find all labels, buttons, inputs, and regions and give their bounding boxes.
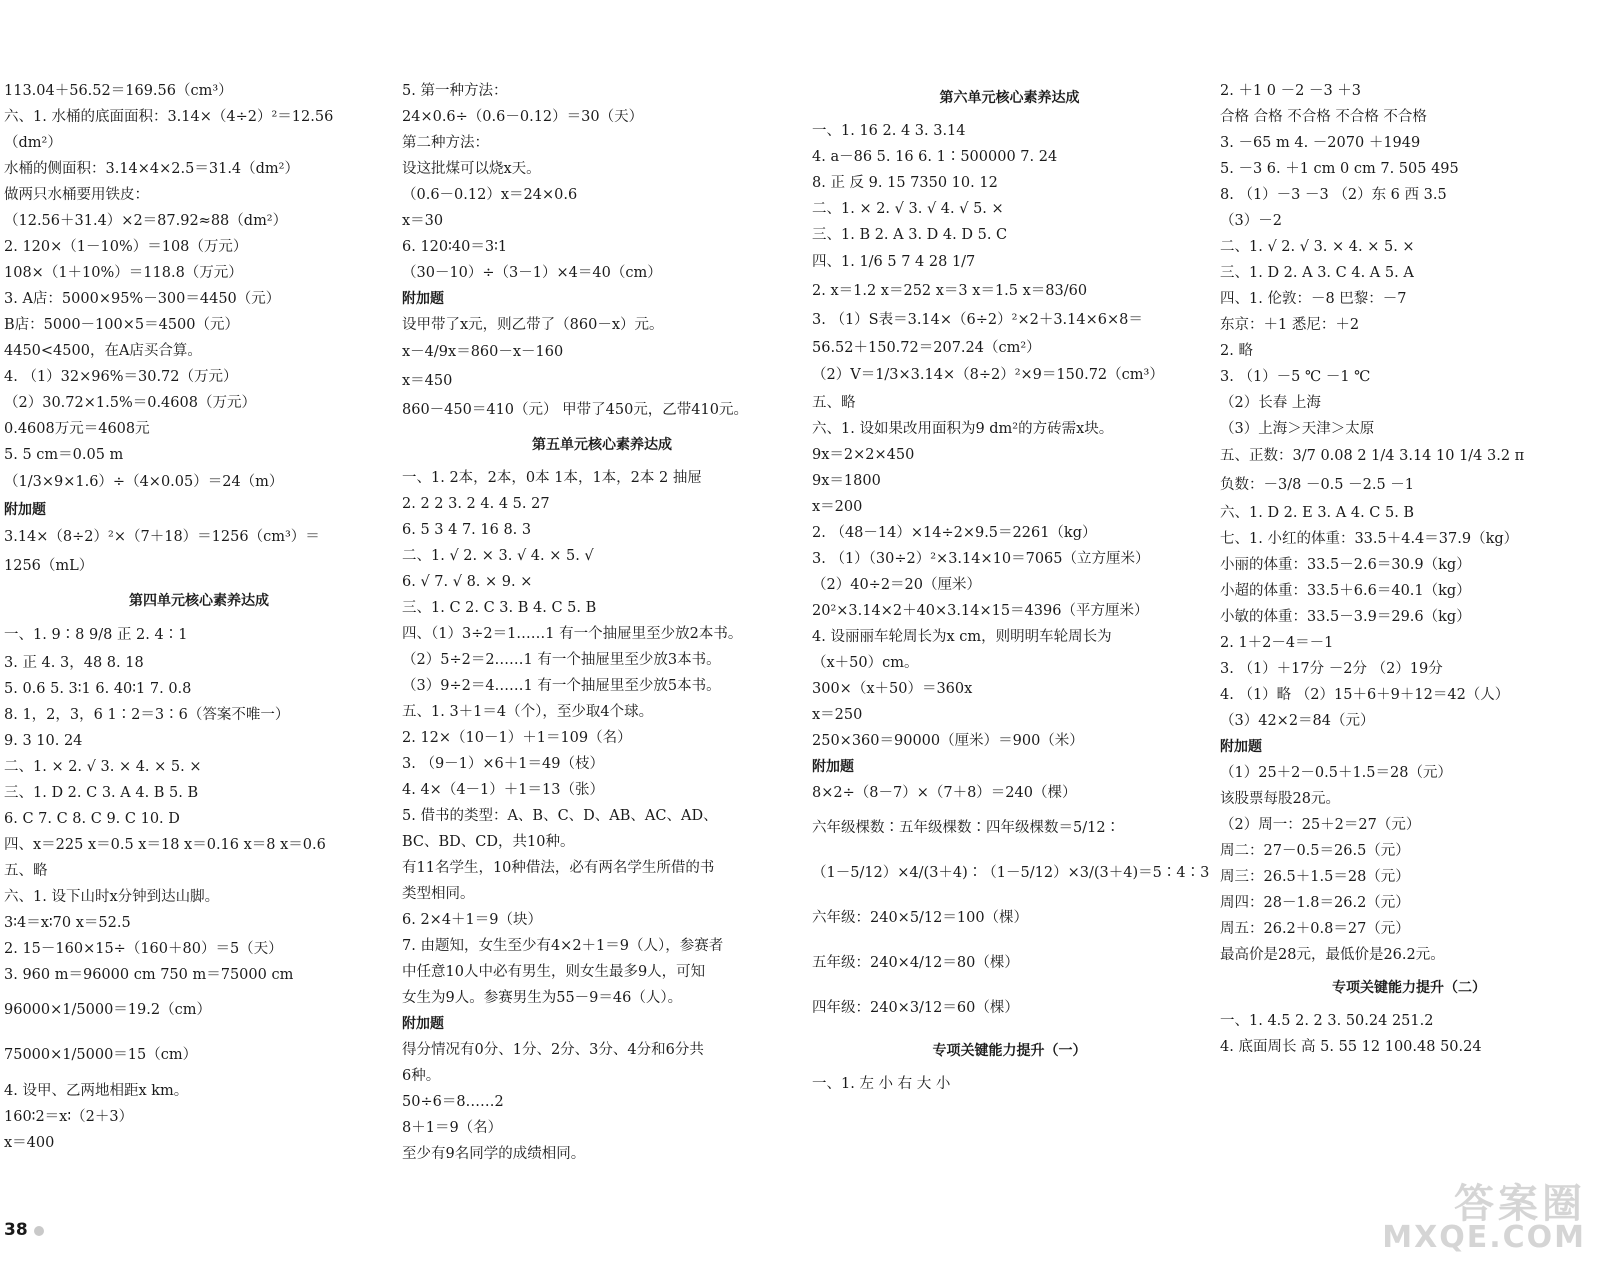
- answer-line: 五年级：240×4/12＝80（棵）: [812, 955, 1019, 971]
- answer-line: 五、略: [812, 395, 856, 411]
- answer-line: （30－10）÷（3－1）×4＝40（cm）: [402, 265, 662, 281]
- answer-line: 小敏的体重：33.5－3.9＝29.6（kg）: [1220, 609, 1471, 625]
- answer-line: 6种。: [402, 1068, 441, 1084]
- answer-line: （1－5/12）×4/(3＋4)∶（1－5/12）×3/(3＋4)＝5∶4∶3: [812, 865, 1210, 881]
- answer-line: 96000×1/5000＝19.2（cm）: [4, 1002, 211, 1018]
- answer-line: 6. 5 3 4 7. 16 8. 3: [402, 522, 532, 538]
- answer-line: 设甲带了x元，则乙带了（860－x）元。: [402, 317, 664, 333]
- watermark-text-top: 答案圈: [1454, 1181, 1586, 1227]
- answer-line: 3. （1）S表＝3.14×（6÷2）²×2＋3.14×6×8＝: [812, 312, 1143, 328]
- answer-line: 中任意10人中必有男生，则女生最多9人，可知: [402, 964, 706, 980]
- answer-line: 3. （1）＋17分 －2分 （2）19分: [1220, 661, 1443, 677]
- answer-line: 六、1. 水桶的底面面积：3.14×（4÷2）²＝12.56: [4, 109, 334, 125]
- answer-line: 六、1. 设如果改用面积为9 dm²的方砖需x块。: [812, 421, 1114, 437]
- answer-line: 20²×3.14×2＋40×3.14×15＝4396（平方厘米）: [812, 603, 1149, 619]
- section-heading: 专项关键能力提升（一）: [932, 1043, 1087, 1059]
- answer-line: （3）42×2＝84（元）: [1220, 713, 1375, 729]
- answer-line: 75000×1/5000＝15（cm）: [4, 1047, 198, 1063]
- answer-line: 三、1. D 2. C 3. A 4. B 5. B: [4, 785, 199, 801]
- section-heading: 第五单元核心素养达成: [532, 437, 672, 453]
- answer-line: 3. （1）－5 ℃ －1 ℃: [1220, 369, 1371, 385]
- answer-line: 周三：26.5＋1.5＝28（元）: [1220, 869, 1410, 885]
- answer-line: 四、x＝225 x＝0.5 x＝18 x＝0.16 x＝8 x＝0.6: [4, 837, 326, 853]
- answer-line: （2）30.72×1.5%＝0.4608（万元）: [4, 395, 256, 411]
- answer-line: 类型相同。: [402, 886, 475, 902]
- answer-line: B店：5000－100×5＝4500（元）: [4, 317, 240, 333]
- section-heading: 第六单元核心素养达成: [939, 90, 1080, 106]
- answer-line: x＝250: [812, 707, 863, 723]
- answer-line: （3）9÷2＝4……1 有一个抽屉里至少放5本书。: [402, 678, 721, 694]
- answer-line: 4. （1）略 （2）15＋6＋9＋12＝42（人）: [1220, 687, 1510, 703]
- answer-line: 周四：28－1.8＝26.2（元）: [1220, 895, 1410, 911]
- answer-line: 2. x＝1.2 x＝252 x＝3 x＝1.5 x＝83/60: [812, 283, 1088, 299]
- answer-line: 四、1. 伦敦：－8 巴黎：－7: [1220, 291, 1407, 307]
- answer-line: 3. 960 m＝96000 cm 750 m＝75000 cm: [4, 967, 294, 983]
- subsection-label: 附加题: [402, 1016, 444, 1032]
- answer-line: 860－450＝410（元） 甲带了450元，乙带410元。: [402, 402, 748, 418]
- answer-line: （1）25＋2－0.5＋1.5＝28（元）: [1220, 765, 1452, 781]
- answer-line: 东京：＋1 悉尼：＋2: [1220, 317, 1360, 333]
- answer-line: 七、1. 小红的体重：33.5＋4.4＝37.9（kg）: [1220, 531, 1519, 547]
- answer-line: 设这批煤可以烧x天。: [402, 161, 541, 177]
- answer-line: 9. 3 10. 24: [4, 733, 83, 749]
- answer-line: 六、1. D 2. E 3. A 4. C 5. B: [1220, 505, 1415, 521]
- answer-line: （1/3×9×1.6）÷（4×0.05）＝24（m）: [4, 474, 284, 490]
- answer-column-3: [812, 78, 1210, 1097]
- answer-line: 二、1. × 2. √ 3. × 4. × 5. ×: [4, 759, 202, 775]
- answer-line: 113.04＋56.52＝169.56（cm³）: [4, 83, 233, 99]
- answer-line: 24×0.6÷（0.6－0.12）＝30（天）: [402, 109, 644, 125]
- answer-column-4: [1220, 78, 1598, 1060]
- answer-line: 三、1. D 2. A 3. C 4. A 5. A: [1220, 265, 1414, 281]
- answer-line: 5. 5 cm＝0.05 m: [4, 447, 124, 463]
- answer-line: 五、略: [4, 863, 48, 879]
- answer-line: 一、1. 左 小 右 大 小: [812, 1076, 951, 1092]
- answer-line: 5. 第一种方法：: [402, 83, 508, 99]
- subsection-label: 附加题: [402, 291, 444, 307]
- answer-line: x＝400: [4, 1135, 55, 1151]
- answer-line: 女生为9人。参赛男生为55－9＝46（人）。: [402, 990, 683, 1006]
- answer-line: x＝200: [812, 499, 863, 515]
- watermark-text-bottom: MXQE.COM: [1382, 1220, 1586, 1255]
- answer-line: 二、1. √ 2. × 3. √ 4. × 5. √: [402, 548, 594, 564]
- answer-line: 1256（mL）: [4, 558, 94, 574]
- answer-line: 四年级：240×3/12＝60（棵）: [812, 1000, 1019, 1016]
- answer-line: 四、（1）3÷2＝1……1 有一个抽屉里至少放2本书。: [402, 626, 743, 642]
- answer-line: 8. （1）－3 －3 （2）东 6 西 3.5: [1220, 187, 1447, 203]
- answer-line: 250×360＝90000（厘米）＝900（米）: [812, 733, 1084, 749]
- answer-line: 六年级：240×5/12＝100（棵）: [812, 910, 1029, 926]
- answer-line: 6. √ 7. √ 8. × 9. ×: [402, 574, 533, 590]
- answer-line: 一、1. 16 2. 4 3. 3.14: [812, 123, 966, 139]
- answer-line: x＝450: [402, 373, 453, 389]
- answer-line: 周五：26.2＋0.8＝27（元）: [1220, 921, 1410, 937]
- answer-line: 第二种方法：: [402, 135, 489, 151]
- answer-line: 一、1. 2本，2本，0本 1本，1本，2本 2 抽屉: [402, 470, 702, 486]
- section-heading: 第四单元核心素养达成: [129, 593, 269, 609]
- answer-line: （2）周一：25＋2＝27（元）: [1220, 817, 1421, 833]
- answer-line: 周二：27－0.5＝26.5（元）: [1220, 843, 1410, 859]
- answer-line: 合格 合格 不合格 不合格 不合格: [1220, 109, 1427, 125]
- answer-line: （dm²）: [4, 135, 62, 151]
- answer-line: （2）5÷2＝2……1 有一个抽屉里至少放3本书。: [402, 652, 721, 668]
- answer-line: （0.6－0.12）x＝24×0.6: [402, 187, 578, 203]
- answer-line: 3. 正 4. 3，48 8. 18: [4, 655, 144, 671]
- watermark-logo: [1366, 1172, 1586, 1268]
- answer-line: x－4/9x＝860－x－160: [402, 344, 564, 360]
- answer-line: 4. 设丽丽车轮周长为x cm，则明明车轮周长为: [812, 629, 1112, 645]
- answer-line: 2. ＋1 0 －2 －3 ＋3: [1220, 83, 1362, 99]
- answer-line: （3）上海＞天津＞太原: [1220, 421, 1375, 437]
- answer-line: （12.56＋31.4）×2＝87.92≈88（dm²）: [4, 213, 288, 229]
- answer-line: 3∶4＝x∶70 x＝52.5: [4, 915, 131, 931]
- answer-line: 五、1. 3＋1＝4（个），至少取4个球。: [402, 704, 654, 720]
- answer-line: 一、1. 9∶8 9/8 正 2. 4∶1: [4, 627, 188, 643]
- page-number-dot: [34, 1226, 44, 1236]
- answer-line: 有11名学生，10种借法，必有两名学生所借的书: [402, 860, 715, 876]
- answer-line: 300×（x＋50）＝360x: [812, 681, 973, 697]
- answer-line: 4. 底面周长 高 5. 55 12 100.48 50.24: [1220, 1039, 1482, 1055]
- answer-line: 该股票每股28元。: [1220, 791, 1340, 807]
- answer-line: 二、1. × 2. √ 3. √ 4. √ 5. ×: [812, 201, 1004, 217]
- answer-line: 2. 15－160×15÷（160＋80）＝5（天）: [4, 941, 283, 957]
- answer-line: 4. 4×（4－1）＋1＝13（张）: [402, 782, 604, 798]
- answer-line: 最高价是28元，最低价是26.2元。: [1220, 947, 1445, 963]
- answer-line: 4450<4500，在A店买合算。: [4, 343, 202, 359]
- answer-line: （3）－2: [1220, 213, 1282, 229]
- answer-line: 做两只水桶要用铁皮：: [4, 187, 149, 203]
- answer-line: 5. －3 6. ＋1 cm 0 cm 7. 505 495: [1220, 161, 1459, 177]
- answer-line: 7. 由题知，女生至少有4×2＋1＝9（人），参赛者: [402, 938, 724, 954]
- answer-line: 至少有9名同学的成绩相同。: [402, 1146, 586, 1162]
- answer-line: 2. 略: [1220, 343, 1253, 359]
- answer-line: 得分情况有0分、1分、2分、3分、4分和6分共: [402, 1042, 704, 1058]
- subsection-label: 附加题: [812, 759, 854, 775]
- answer-line: 一、1. 4.5 2. 2 3. 50.24 251.2: [1220, 1013, 1434, 1029]
- answer-line: 6. C 7. C 8. C 9. C 10. D: [4, 811, 180, 827]
- answer-line: 0.4608万元＝4608元: [4, 421, 150, 437]
- answer-line: 6. 2×4＋1＝9（块）: [402, 912, 542, 928]
- answer-column-2: [402, 78, 802, 1167]
- answer-line: 四、1. 1/6 5 7 4 28 1/7: [812, 254, 976, 270]
- subsection-label: 附加题: [4, 502, 46, 518]
- answer-line: 3.14×（8÷2）²×（7＋18）＝1256（cm³）＝: [4, 529, 320, 545]
- answer-line: 3. A店：5000×95%－300＝4450（元）: [4, 291, 281, 307]
- answer-line: 9x＝1800: [812, 473, 881, 489]
- section-heading: 专项关键能力提升（二）: [1332, 980, 1486, 996]
- answer-line: 3. （9－1）×6＋1＝49（枝）: [402, 756, 604, 772]
- answer-line: （2）长春 上海: [1220, 395, 1321, 411]
- answer-line: 4. 设甲、乙两地相距x km。: [4, 1083, 189, 1099]
- answer-line: 4. （1）32×96%＝30.72（万元）: [4, 369, 238, 385]
- answer-line: 56.52＋150.72＝207.24（cm²）: [812, 340, 1041, 356]
- answer-line: 2. 120×（1－10%）＝108（万元）: [4, 239, 248, 255]
- answer-line: 2. 1＋2－4＝－1: [1220, 635, 1334, 651]
- subsection-label: 附加题: [1220, 739, 1262, 755]
- answer-line: 二、1. √ 2. √ 3. × 4. × 5. ×: [1220, 239, 1415, 255]
- answer-line: 2. （48－14）×14÷2×9.5＝2261（kg）: [812, 525, 1097, 541]
- answer-line: 小丽的体重：33.5－2.6＝30.9（kg）: [1220, 557, 1471, 573]
- answer-line: 160∶2＝x∶（2＋3）: [4, 1109, 134, 1125]
- answer-line: 3. （1）（30÷2）²×3.14×10＝7065（立方厘米）: [812, 551, 1150, 567]
- answer-line: 108×（1＋10%）＝118.8（万元）: [4, 265, 243, 281]
- answer-line: 8. 正 反 9. 15 7350 10. 12: [812, 175, 998, 191]
- answer-line: 4. a－86 5. 16 6. 1∶500000 7. 24: [812, 149, 1058, 165]
- answer-line: 3. －65 m 4. －2070 ＋1949: [1220, 135, 1421, 151]
- answer-line: 50÷6＝8……2: [402, 1094, 504, 1110]
- answer-line: 5. 0.6 5. 3∶1 6. 40∶1 7. 0.8: [4, 681, 192, 697]
- answer-line: 9x＝2×2×450: [812, 447, 915, 463]
- answer-line: （2）40÷2＝20（厘米）: [812, 577, 982, 593]
- answer-line: 六、1. 设下山时x分钟到达山脚。: [4, 889, 220, 905]
- answer-line: 三、1. B 2. A 3. D 4. D 5. C: [812, 227, 1008, 243]
- answer-line: 2. 12×（10－1）＋1＝109（名）: [402, 730, 632, 746]
- answer-line: BC、BD、CD，共10种。: [402, 834, 575, 850]
- answer-line: x＝30: [402, 213, 444, 229]
- answer-line: （x＋50）cm。: [812, 655, 919, 671]
- answer-line: 六年级棵数∶五年级棵数∶四年级棵数＝5/12∶: [812, 820, 1121, 836]
- answer-column-1: [4, 78, 394, 1156]
- answer-line: 水桶的侧面积：3.14×4×2.5＝31.4（dm²）: [4, 161, 299, 177]
- answer-line: 小超的体重：33.5＋6.6＝40.1（kg）: [1220, 583, 1471, 599]
- answer-line: 8. 1，2，3，6 1∶2＝3∶6（答案不唯一）: [4, 707, 290, 723]
- answer-line: 负数：－3/8 －0.5 －2.5 －1: [1220, 477, 1415, 493]
- answer-line: （2）V＝1/3×3.14×（8÷2）²×9＝150.72（cm³）: [812, 367, 1164, 383]
- answer-line: 8＋1＝9（名）: [402, 1120, 503, 1136]
- answer-line: 8×2÷（8－7）×（7＋8）＝240（棵）: [812, 785, 1077, 801]
- answer-line: 6. 120∶40＝3∶1: [402, 239, 508, 255]
- answer-line: 三、1. C 2. C 3. B 4. C 5. B: [402, 600, 597, 616]
- answer-line: 5. 借书的类型：A、B、C、D、AB、AC、AD、: [402, 808, 718, 824]
- answer-line: 五、正数：3/7 0.08 2 1/4 3.14 10 1/4 3.2 π: [1220, 448, 1525, 464]
- answer-line: 2. 2 2 3. 2 4. 4 5. 27: [402, 496, 550, 512]
- page-number: 38: [4, 1220, 28, 1240]
